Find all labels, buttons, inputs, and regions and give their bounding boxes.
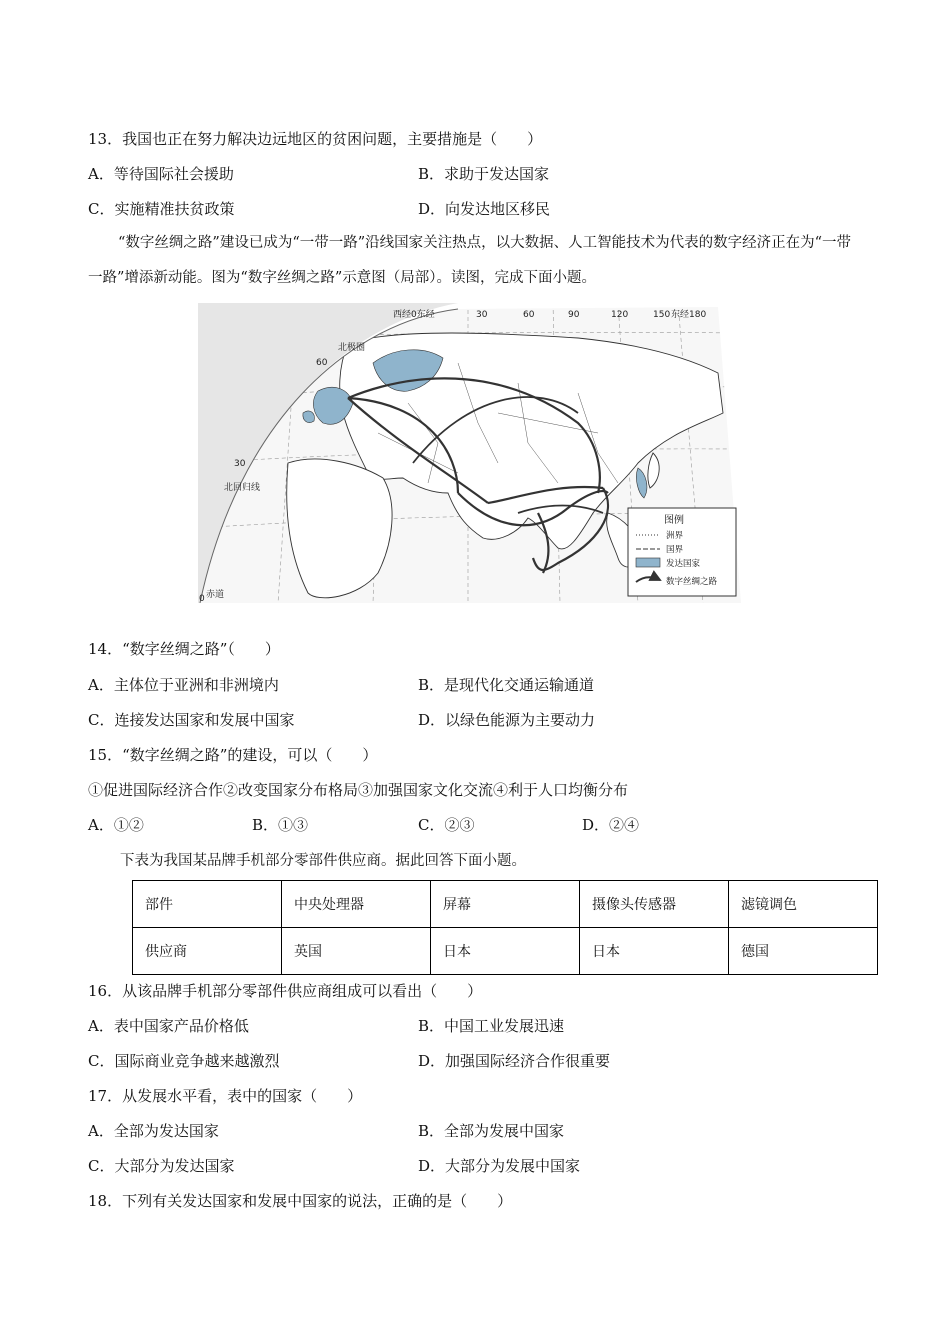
q14-stem: 14．“数字丝绸之路”（ ）	[88, 640, 280, 658]
q17-option-a[interactable]: A．全部为发达国家	[88, 1122, 219, 1140]
q16-option-a[interactable]: A．表中国家产品价格低	[88, 1017, 249, 1035]
q17-option-b[interactable]: B．全部为发展中国家	[418, 1122, 565, 1140]
q14-option-c[interactable]: C．连接发达国家和发展中国家	[88, 711, 295, 729]
legend-item-developed-country: 发达国家	[666, 559, 701, 569]
intro-paragraph: “数字丝绸之路”建设已成为“一带一路”沿线国家关注热点，以大数据、人工智能技术为代表的数字经济正在为“一带一路”增添新动能。图为“数字丝绸之路”示意图（局部）。读图，完成下面小题。	[88, 235, 852, 286]
table-header-cell: 部件	[133, 881, 282, 928]
q14-option-a[interactable]: A．主体位于亚洲和非洲境内	[88, 676, 279, 694]
table-header-cell: 滤镜调色	[729, 881, 878, 928]
q13-option-b[interactable]: B．求助于发达国家	[418, 165, 550, 183]
q16-option-c[interactable]: C．国际商业竞争越来越激烈	[88, 1052, 280, 1070]
q15-option-b[interactable]: B．①③	[252, 816, 309, 834]
q16-option-d[interactable]: D．加强国际经济合作很重要	[418, 1052, 611, 1070]
q15-option-a[interactable]: A．①②	[88, 816, 144, 834]
lon-label-150: 150	[653, 310, 671, 320]
q13-option-a[interactable]: A．等待国际社会援助	[88, 165, 234, 183]
q13-stem: 13．我国也正在努力解决边远地区的贫困问题，主要措施是（ ）	[88, 130, 543, 148]
lon-label-180: 东经180	[671, 310, 707, 320]
legend-item-continent-boundary: 洲界	[666, 531, 684, 541]
supplier-table	[132, 880, 878, 975]
table-cell: 德国	[729, 928, 878, 975]
q13-option-d[interactable]: D．向发达地区移民	[418, 200, 551, 218]
lon-label-60: 60	[523, 310, 535, 320]
table-row	[133, 928, 878, 975]
lat-label-60: 60	[316, 358, 328, 368]
table-intro: 下表为我国某品牌手机部分零部件供应商。据此回答下面小题。	[120, 853, 526, 869]
q15-option-c[interactable]: C．②③	[418, 816, 475, 834]
table-cell: 日本	[431, 928, 580, 975]
q14-option-b[interactable]: B．是现代化交通运输通道	[418, 676, 595, 694]
legend-item-national-boundary: 国界	[666, 545, 684, 555]
lat-label-0: 0	[199, 594, 205, 603]
lon-label-0: 西经0东经	[393, 310, 435, 320]
legend-title: 图例	[664, 515, 684, 526]
table-header-cell: 摄像头传感器	[580, 881, 729, 928]
q17-option-d[interactable]: D．大部分为发展中国家	[418, 1157, 581, 1175]
q13-option-c[interactable]: C．实施精准扶贫政策	[88, 200, 235, 218]
lon-label-120: 120	[611, 310, 629, 320]
q18-stem: 18．下列有关发达国家和发展中国家的说法，正确的是（ ）	[88, 1192, 513, 1210]
q17-stem: 17．从发展水平看，表中的国家（ ）	[88, 1087, 363, 1105]
lon-label-30: 30	[476, 310, 488, 320]
lon-label-90: 90	[568, 310, 580, 320]
legend-item-silk-road: 数字丝绸之路	[666, 577, 718, 587]
q15-statements: ①促进国际经济合作②改变国家分布格局③加强国家文化交流④利于人口均衡分布	[88, 781, 629, 799]
table-cell: 英国	[282, 928, 431, 975]
table-header-cell: 中央处理器	[282, 881, 431, 928]
map-legend	[628, 508, 736, 596]
q14-option-d[interactable]: D．以绿色能源为主要动力	[418, 711, 596, 729]
digital-silk-road-map	[198, 303, 741, 603]
lat-label-30: 30	[234, 459, 246, 469]
tropic-of-cancer-label: 北回归线	[224, 483, 261, 493]
equator-label: 赤道	[206, 590, 225, 600]
table-header-cell: 屏幕	[431, 881, 580, 928]
table-header-row	[133, 881, 878, 928]
q16-option-b[interactable]: B．中国工业发展迅速	[418, 1017, 565, 1035]
arctic-circle-label: 北极圈	[338, 343, 366, 353]
q16-stem: 16．从该品牌手机部分零部件供应商组成可以看出（ ）	[88, 982, 483, 1000]
q15-option-d[interactable]: D．②④	[582, 816, 640, 834]
q15-stem: 15．“数字丝绸之路”的建设，可以（ ）	[88, 746, 378, 764]
q17-option-c[interactable]: C．大部分为发达国家	[88, 1157, 235, 1175]
table-cell: 供应商	[133, 928, 282, 975]
table-cell: 日本	[580, 928, 729, 975]
